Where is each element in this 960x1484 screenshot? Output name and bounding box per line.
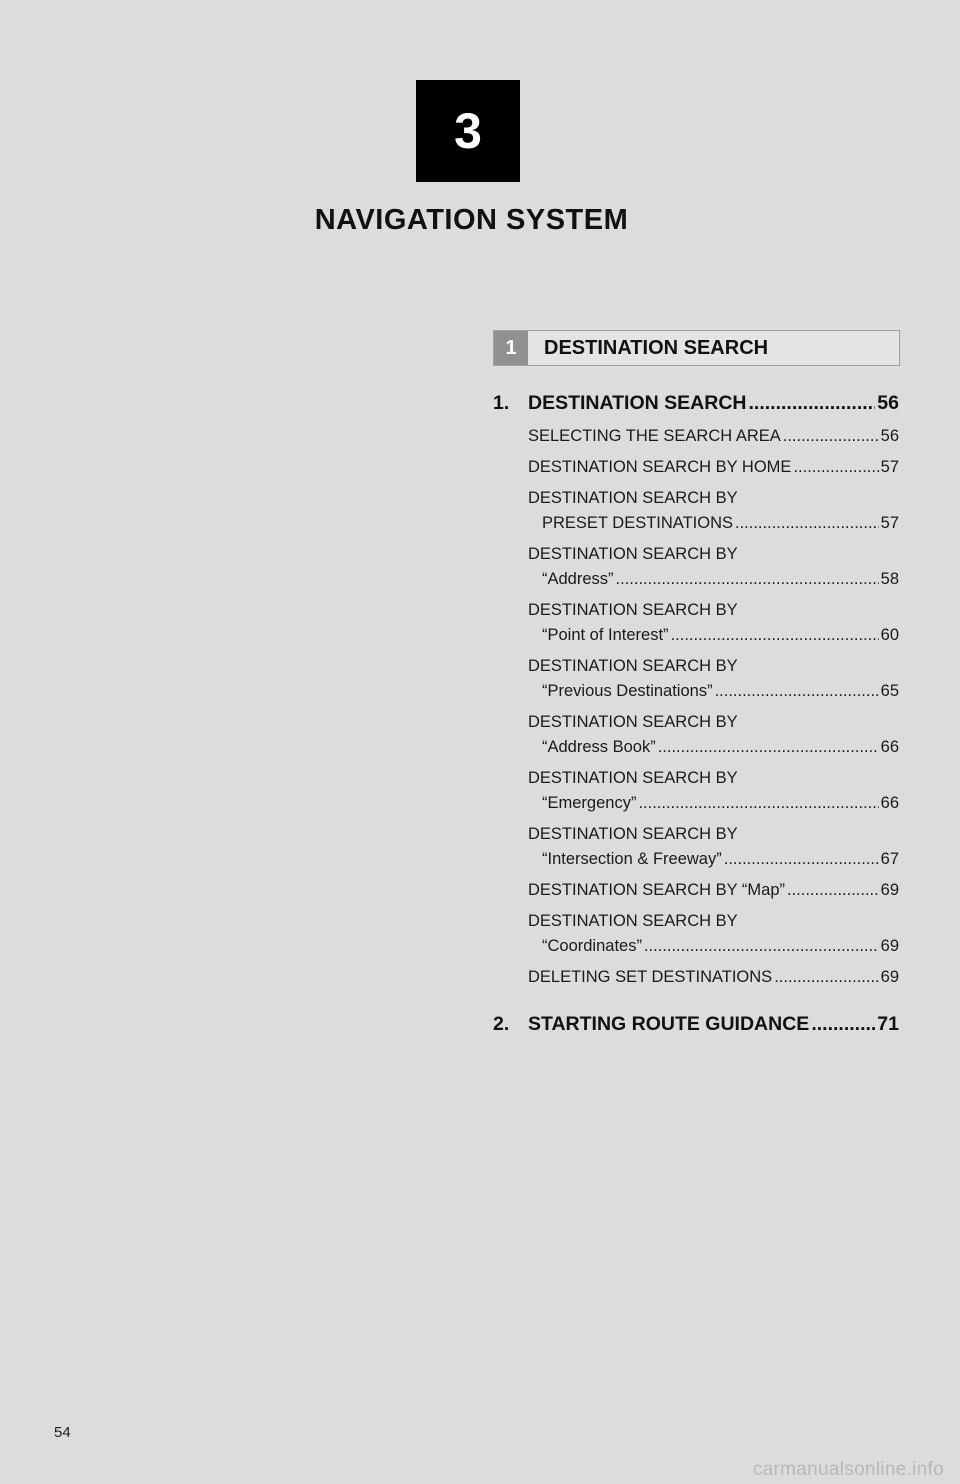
subentry-title: DESTINATION SEARCH BY <box>528 769 738 787</box>
subentry-title: DESTINATION SEARCH BY <box>528 545 738 563</box>
subentry-title-cont: PRESET DESTINATIONS <box>542 514 734 532</box>
leader-dots <box>658 738 879 757</box>
toc-entry-title: STARTING ROUTE GUIDANCE <box>528 1013 810 1035</box>
leader-dots <box>644 937 879 956</box>
toc-subentry[interactable] <box>528 881 899 906</box>
toc-subentry[interactable] <box>528 601 899 651</box>
toc-subentry[interactable] <box>528 427 899 452</box>
toc-subentry[interactable] <box>528 825 899 875</box>
subentry-title: DESTINATION SEARCH BY “Map” <box>528 881 786 899</box>
subentry-title-cont: “Address” <box>542 570 614 588</box>
subentry-page: 69 <box>880 968 899 986</box>
subentry-page: 58 <box>880 570 899 588</box>
toc-entry-page: 71 <box>877 1013 899 1035</box>
toc-entry[interactable] <box>493 392 899 415</box>
toc-subentry[interactable] <box>528 657 899 707</box>
leader-dots <box>638 794 878 813</box>
subentry-title: DESTINATION SEARCH BY <box>528 912 738 930</box>
toc-entry-number: 1. <box>493 392 510 414</box>
section-header <box>493 330 900 366</box>
toc-entry-title: DESTINATION SEARCH <box>528 392 747 414</box>
section-number: 1 <box>494 331 528 365</box>
chapter-title: NAVIGATION SYSTEM <box>314 204 629 236</box>
subentry-page: 69 <box>880 937 899 955</box>
subentry-title-cont: “Point of Interest” <box>542 626 669 644</box>
leader-dots <box>793 458 878 477</box>
subentry-title-cont: “Emergency” <box>542 794 637 812</box>
chapter-number: 3 <box>454 103 482 159</box>
subentry-title: DESTINATION SEARCH BY <box>528 713 738 731</box>
subentry-title: DESTINATION SEARCH BY <box>528 657 738 675</box>
toc-subentry[interactable] <box>528 713 899 763</box>
section-title: DESTINATION SEARCH <box>544 336 769 359</box>
subentry-title-cont: “Previous Destinations” <box>542 682 713 700</box>
page-number: 54 <box>54 1424 71 1441</box>
subentry-page: 65 <box>880 682 899 700</box>
subentry-title-cont: “Address Book” <box>542 738 656 756</box>
toc-subentry[interactable] <box>528 769 899 819</box>
subentry-page: 57 <box>880 514 899 532</box>
toc-subentry[interactable] <box>528 545 899 595</box>
leader-dots <box>735 514 879 533</box>
leader-dots <box>774 968 878 987</box>
toc-entry[interactable] <box>493 1013 899 1036</box>
subentry-page: 56 <box>880 427 899 445</box>
leader-dots <box>616 570 879 589</box>
subentry-page: 66 <box>880 794 899 812</box>
subentry-page: 66 <box>880 738 899 756</box>
toc-subentry[interactable] <box>528 912 899 962</box>
subentry-title: DESTINATION SEARCH BY HOME <box>528 458 792 476</box>
subentry-title-cont: “Coordinates” <box>542 937 642 955</box>
leader-dots <box>671 626 879 645</box>
toc-entry-page: 56 <box>877 392 899 414</box>
toc-subentry[interactable] <box>528 489 899 539</box>
subentry-title: DELETING SET DESTINATIONS <box>528 968 773 986</box>
leader-dots <box>724 850 879 869</box>
subentry-title: DESTINATION SEARCH BY <box>528 825 738 843</box>
subentry-page: 57 <box>880 458 899 476</box>
toc-subentry[interactable] <box>528 458 899 483</box>
subentry-page: 69 <box>880 881 899 899</box>
leader-dots <box>748 392 875 415</box>
leader-dots <box>787 881 879 900</box>
toc-subentry[interactable] <box>528 968 899 993</box>
subentry-title: DESTINATION SEARCH BY <box>528 601 738 619</box>
subentry-title: DESTINATION SEARCH BY <box>528 489 738 507</box>
subentry-title-cont: “Intersection & Freeway” <box>542 850 722 868</box>
subentry-title: SELECTING THE SEARCH AREA <box>528 427 781 445</box>
chapter-number-box <box>416 80 520 182</box>
subentry-page: 60 <box>880 626 899 644</box>
watermark: carmanualsonline.info <box>752 1459 944 1480</box>
leader-dots <box>715 682 879 701</box>
subentry-page: 67 <box>880 850 899 868</box>
toc-entry-number: 2. <box>493 1013 510 1035</box>
leader-dots <box>811 1013 875 1036</box>
leader-dots <box>783 427 879 446</box>
